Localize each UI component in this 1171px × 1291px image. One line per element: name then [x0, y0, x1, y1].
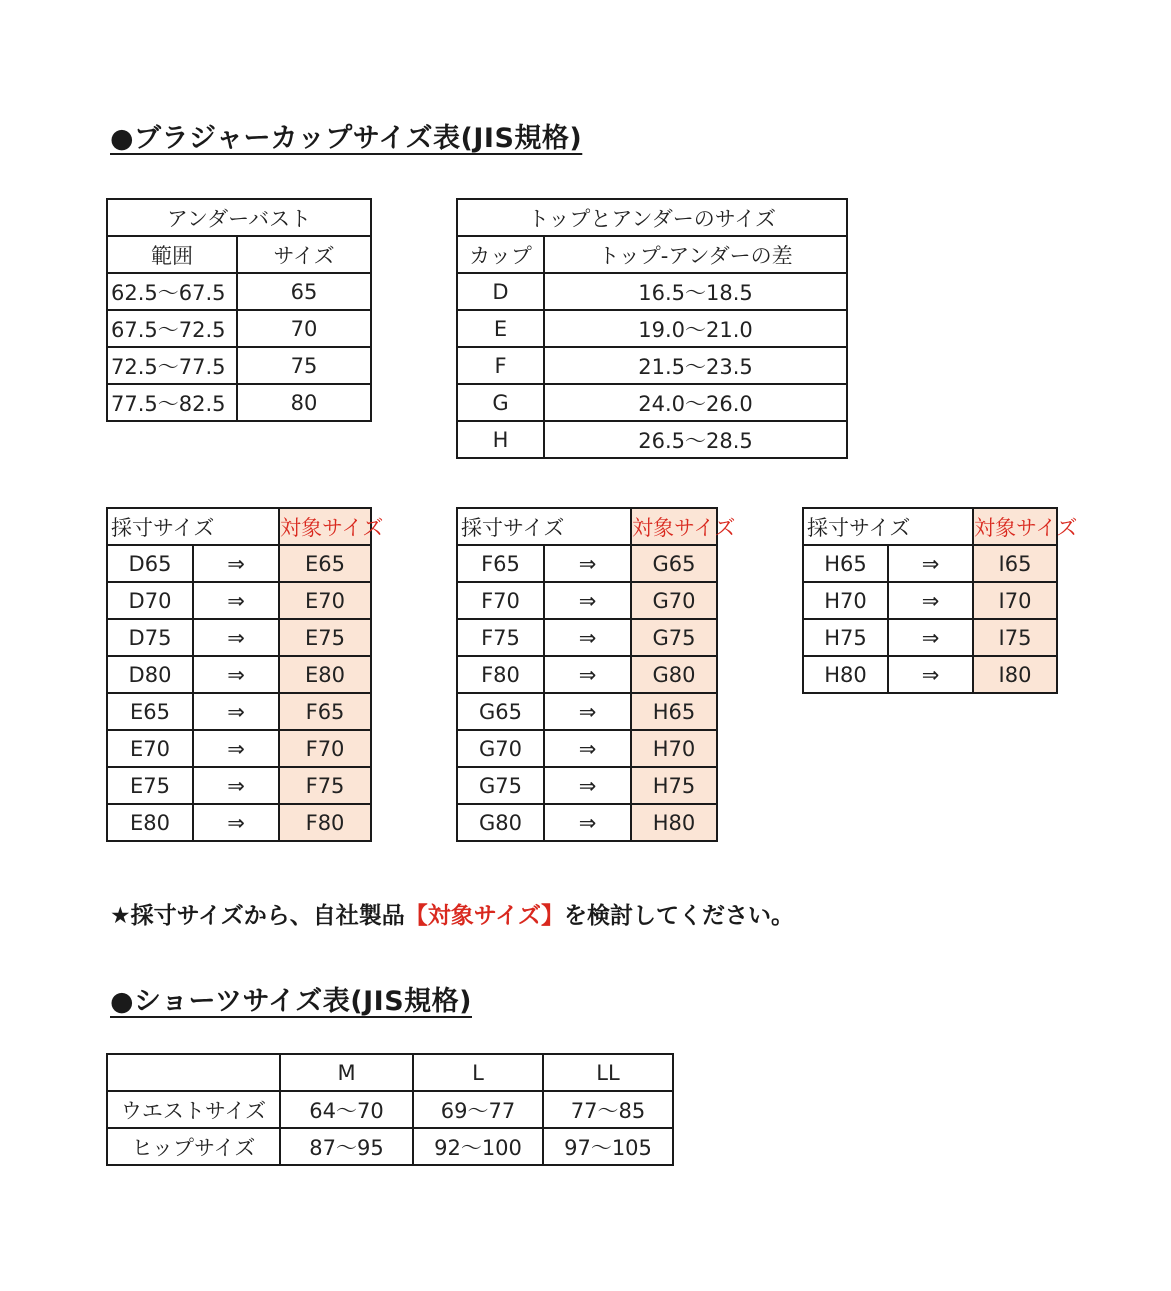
target-size-cell: G65: [631, 545, 717, 582]
table-row: [457, 804, 717, 841]
table-row: [457, 730, 717, 767]
note-text-accent: 【対象サイズ】: [404, 903, 564, 929]
table-row: [457, 384, 847, 421]
target-size-cell: F65: [279, 693, 371, 730]
target-size-cell: G80: [631, 656, 717, 693]
table-row: [457, 693, 717, 730]
cup-difference-table: [456, 198, 848, 459]
difference-cell: 24.0〜26.0: [544, 384, 847, 421]
arrow-cell: ⇒: [544, 693, 631, 730]
column-header-m: M: [280, 1054, 413, 1091]
table-row: [457, 656, 717, 693]
bra-size-heading: ●ブラジャーカップサイズ表(JIS規格): [110, 123, 583, 154]
table-row: [107, 656, 371, 693]
measured-size-cell: D80: [107, 656, 193, 693]
size-cell: 65: [237, 273, 371, 310]
table-row: [803, 545, 1057, 582]
target-size-header: 対象サイズ: [631, 508, 717, 545]
target-size-cell: H80: [631, 804, 717, 841]
table-row: [107, 347, 371, 384]
arrow-cell: ⇒: [193, 619, 279, 656]
table-row: [457, 619, 717, 656]
target-size-cell: I75: [973, 619, 1057, 656]
underbust-table: [106, 198, 372, 422]
cup-cell: E: [457, 310, 544, 347]
table-row: [803, 582, 1057, 619]
difference-cell: 16.5〜18.5: [544, 273, 847, 310]
target-size-cell: I65: [973, 545, 1057, 582]
target-size-cell: F80: [279, 804, 371, 841]
table-row: [107, 804, 371, 841]
measured-size-cell: G65: [457, 693, 544, 730]
column-header-size: サイズ: [237, 236, 371, 273]
measured-size-cell: H80: [803, 656, 888, 693]
arrow-cell: ⇒: [193, 656, 279, 693]
measured-size-cell: E70: [107, 730, 193, 767]
table-row: [107, 767, 371, 804]
table-row: [107, 619, 371, 656]
measured-size-cell: F65: [457, 545, 544, 582]
difference-cell: 19.0〜21.0: [544, 310, 847, 347]
measured-size-cell: E65: [107, 693, 193, 730]
advice-note: [110, 897, 794, 930]
value-cell: 97〜105: [543, 1128, 673, 1165]
measured-size-cell: D65: [107, 545, 193, 582]
difference-cell: 26.5〜28.5: [544, 421, 847, 458]
range-cell: 72.5〜77.5: [107, 347, 237, 384]
table-row: [457, 582, 717, 619]
table-row: [107, 730, 371, 767]
measured-size-cell: F80: [457, 656, 544, 693]
table-row: [803, 656, 1057, 693]
table-row: [107, 384, 371, 421]
cup-table-title: トップとアンダーのサイズ: [457, 199, 847, 236]
arrow-cell: ⇒: [544, 619, 631, 656]
column-header-l: L: [413, 1054, 543, 1091]
conversion-table-de: [106, 507, 384, 842]
measured-size-cell: G70: [457, 730, 544, 767]
table-row: [803, 619, 1057, 656]
shorts-size-table: [106, 1053, 674, 1166]
value-cell: 64〜70: [280, 1091, 413, 1128]
measured-size-cell: F75: [457, 619, 544, 656]
column-header-cup: カップ: [457, 236, 544, 273]
target-size-cell: E65: [279, 545, 371, 582]
arrow-cell: ⇒: [544, 656, 631, 693]
table-row: [107, 310, 371, 347]
target-size-cell: F70: [279, 730, 371, 767]
measured-size-cell: D70: [107, 582, 193, 619]
target-size-cell: H75: [631, 767, 717, 804]
column-header-range: 範囲: [107, 236, 237, 273]
arrow-cell: ⇒: [193, 693, 279, 730]
arrow-cell: ⇒: [888, 545, 973, 582]
empty-corner-cell: [107, 1054, 280, 1091]
measured-size-header: 採寸サイズ: [107, 508, 279, 545]
table-row: [457, 545, 717, 582]
measured-size-cell: G75: [457, 767, 544, 804]
conversion-table-fg: [456, 507, 736, 842]
target-size-header: 対象サイズ: [973, 508, 1057, 545]
table-row: [107, 693, 371, 730]
underbust-title: アンダーバスト: [107, 199, 371, 236]
table-row: [107, 1128, 673, 1165]
arrow-cell: ⇒: [544, 730, 631, 767]
cup-cell: H: [457, 421, 544, 458]
size-cell: 80: [237, 384, 371, 421]
cup-cell: D: [457, 273, 544, 310]
target-size-cell: E75: [279, 619, 371, 656]
measured-size-cell: E80: [107, 804, 193, 841]
arrow-cell: ⇒: [193, 730, 279, 767]
arrow-cell: ⇒: [888, 582, 973, 619]
table-row: [107, 1091, 673, 1128]
value-cell: 92〜100: [413, 1128, 543, 1165]
arrow-cell: ⇒: [193, 582, 279, 619]
arrow-cell: ⇒: [544, 545, 631, 582]
table-row: [107, 582, 371, 619]
table-row: [107, 273, 371, 310]
table-row: [457, 347, 847, 384]
difference-cell: 21.5〜23.5: [544, 347, 847, 384]
conversion-table-h: [802, 507, 1078, 694]
target-size-cell: H65: [631, 693, 717, 730]
size-cell: 75: [237, 347, 371, 384]
measured-size-cell: H70: [803, 582, 888, 619]
target-size-cell: G70: [631, 582, 717, 619]
table-row: [457, 310, 847, 347]
target-size-cell: E70: [279, 582, 371, 619]
measured-size-cell: H75: [803, 619, 888, 656]
measured-size-cell: G80: [457, 804, 544, 841]
table-row: [107, 545, 371, 582]
note-text-after: を検討してください。: [563, 903, 794, 929]
arrow-cell: ⇒: [888, 656, 973, 693]
range-cell: 67.5〜72.5: [107, 310, 237, 347]
arrow-cell: ⇒: [544, 582, 631, 619]
target-size-cell: E80: [279, 656, 371, 693]
row-label-waist: ウエストサイズ: [107, 1091, 280, 1128]
column-header-ll: LL: [543, 1054, 673, 1091]
target-size-cell: F75: [279, 767, 371, 804]
table-row: [457, 767, 717, 804]
target-size-cell: G75: [631, 619, 717, 656]
target-size-cell: H70: [631, 730, 717, 767]
measured-size-cell: H65: [803, 545, 888, 582]
measured-size-header: 採寸サイズ: [457, 508, 631, 545]
note-text-before: ★採寸サイズから、自社製品: [110, 903, 405, 929]
table-row: [457, 421, 847, 458]
arrow-cell: ⇒: [544, 804, 631, 841]
arrow-cell: ⇒: [193, 767, 279, 804]
arrow-cell: ⇒: [888, 619, 973, 656]
target-size-cell: I80: [973, 656, 1057, 693]
arrow-cell: ⇒: [193, 545, 279, 582]
value-cell: 87〜95: [280, 1128, 413, 1165]
range-cell: 62.5〜67.5: [107, 273, 237, 310]
value-cell: 77〜85: [543, 1091, 673, 1128]
measured-size-cell: D75: [107, 619, 193, 656]
table-row: [457, 273, 847, 310]
measured-size-cell: F70: [457, 582, 544, 619]
arrow-cell: ⇒: [193, 804, 279, 841]
row-label-hip: ヒップサイズ: [107, 1128, 280, 1165]
measured-size-cell: E75: [107, 767, 193, 804]
shorts-size-heading: ●ショーツサイズ表(JIS規格): [110, 986, 472, 1017]
cup-cell: G: [457, 384, 544, 421]
arrow-cell: ⇒: [544, 767, 631, 804]
target-size-header: 対象サイズ: [279, 508, 371, 545]
column-header-difference: トップ-アンダーの差: [544, 236, 847, 273]
measured-size-header: 採寸サイズ: [803, 508, 973, 545]
target-size-cell: I70: [973, 582, 1057, 619]
value-cell: 69〜77: [413, 1091, 543, 1128]
cup-cell: F: [457, 347, 544, 384]
range-cell: 77.5〜82.5: [107, 384, 237, 421]
size-cell: 70: [237, 310, 371, 347]
